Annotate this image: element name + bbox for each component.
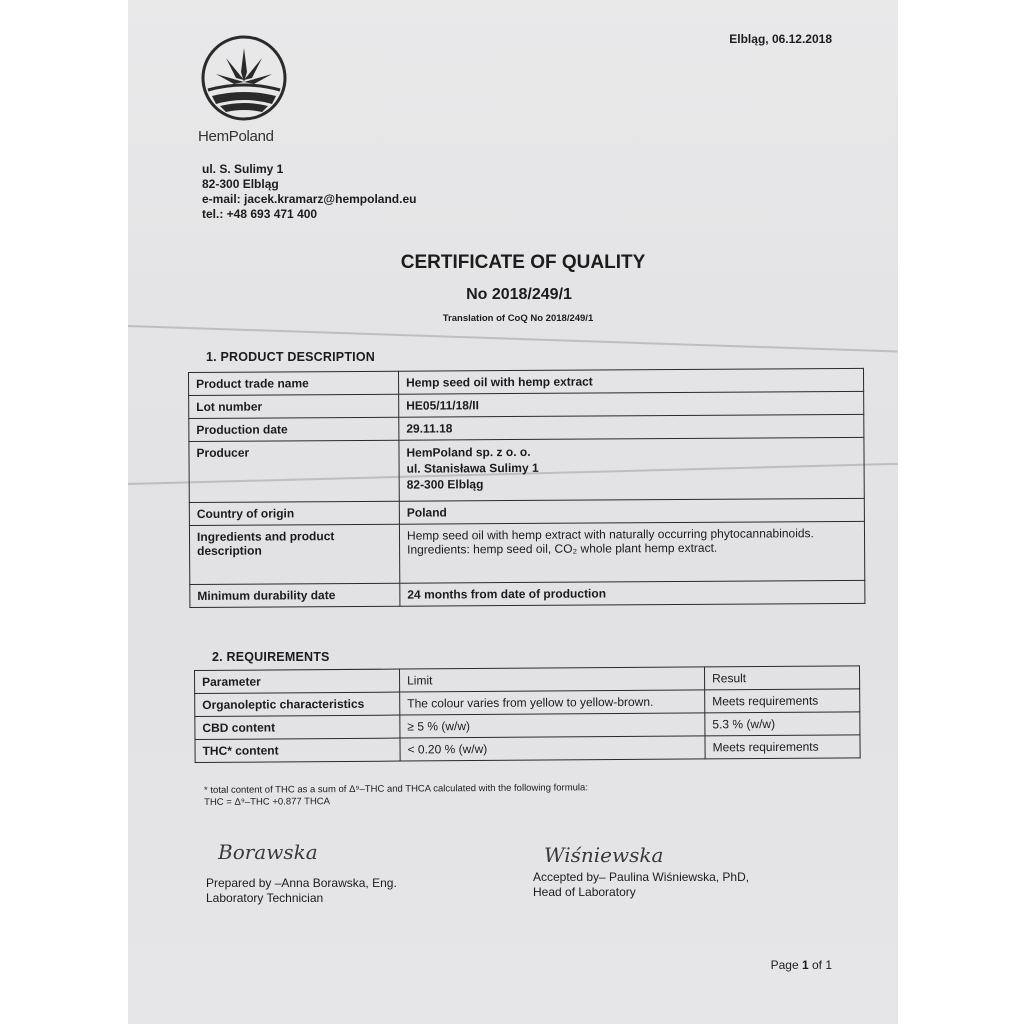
document-date: Elbląg, 06.12.2018 (729, 32, 832, 46)
result-cell: 5.3 % (w/w) (705, 712, 860, 736)
accepted-by-name: Accepted by– Paulina Wiśniewska, PhD, (533, 870, 750, 884)
row-label: Production date (189, 417, 399, 441)
page-current: 1 (801, 958, 809, 972)
row-label: Product trade name (189, 371, 399, 395)
row-value: Hemp seed oil with hemp extract (398, 368, 863, 394)
row-value: 29.11.18 (399, 414, 864, 440)
column-header-parameter: Parameter (195, 669, 400, 693)
row-value (399, 521, 864, 583)
product-description-table (188, 368, 865, 608)
translation-note: Translation of CoQ No 2018/249/1 (442, 313, 594, 324)
accepted-signature (544, 843, 663, 867)
prepared-by-block (206, 876, 397, 906)
brand-name: HemPoland (198, 128, 274, 145)
section-heading-requirements: 2. REQUIREMENTS (212, 650, 330, 664)
prepared-by-role: Laboratory Technician (206, 891, 324, 905)
table-row (189, 521, 864, 584)
column-header-limit: Limit (399, 667, 704, 692)
accepted-by-block (533, 870, 749, 900)
address-city: 82-300 Elbląg (202, 177, 279, 191)
row-label: Producer (189, 440, 399, 502)
hemp-leaf-field-icon (200, 34, 288, 122)
row-value: Poland (399, 498, 864, 524)
limit-cell: The colour varies from yellow to yellow-brown. (400, 690, 705, 715)
result-cell: Meets requirements (705, 735, 860, 759)
page-suffix: of 1 (808, 958, 832, 972)
producer-name: HemPoland sp. z o. o. (406, 444, 531, 460)
company-address (202, 162, 416, 222)
accepted-by-role: Head of Laboratory (533, 885, 636, 899)
page-number (771, 958, 832, 972)
row-value (399, 437, 864, 501)
paper-fold-line (128, 325, 898, 353)
prepared-by-name: Prepared by –Anna Borawska, Eng. (206, 876, 397, 890)
section-heading-product: 1. PRODUCT DESCRIPTION (206, 350, 375, 364)
producer-city: 82-300 Elbląg (406, 477, 484, 492)
footnote-line: * total content of THC as a sum of Δ⁹–THC and THCA calculated with the following formula: (204, 782, 588, 796)
certificate-page (128, 0, 898, 1024)
row-label: Minimum durability date (190, 583, 400, 607)
footnote-formula: THC = Δ⁹–THC +0.877 THCA (204, 796, 331, 808)
column-header-result: Result (704, 666, 859, 690)
row-label: Country of origin (189, 501, 399, 525)
prepared-signature (218, 840, 318, 864)
row-label: Lot number (189, 394, 399, 418)
requirements-table (194, 665, 861, 763)
address-phone: tel.: +48 693 471 400 (202, 207, 318, 221)
parameter-cell: CBD content (195, 715, 400, 739)
limit-cell: < 0.20 % (w/w) (400, 736, 705, 761)
handwritten-signature: Borawska (218, 840, 318, 864)
ingredients-description: Hemp seed oil with hemp extract with naturally occurring phytocannabinoids. (406, 526, 814, 543)
handwritten-signature: Wiśniewska (544, 843, 664, 867)
parameter-cell: THC* content (195, 738, 400, 762)
page-prefix: Page (770, 958, 802, 972)
limit-cell: ≥ 5 % (w/w) (400, 713, 705, 738)
row-value: HE05/11/18/II (399, 391, 864, 417)
producer-street: ul. Stanisława Sulimy 1 (406, 460, 539, 476)
table-row (190, 580, 865, 607)
table-row (195, 735, 860, 763)
address-street: ul. S. Sulimy 1 (202, 162, 284, 176)
ingredients-list: Ingredients: hemp seed oil, CO₂ whole plant hemp extract. (407, 540, 718, 557)
address-email: e-mail: jacek.kramarz@hempoland.eu (202, 192, 417, 206)
document-title: CERTIFICATE OF QUALITY (400, 252, 646, 273)
table-row (189, 437, 864, 502)
thc-footnote (204, 782, 588, 809)
parameter-cell: Organoleptic characteristics (195, 692, 400, 716)
certificate-number: No 2018/249/1 (466, 286, 572, 303)
result-cell: Meets requirements (705, 689, 860, 713)
row-value: 24 months from date of production (400, 580, 865, 606)
row-label: Ingredients and product description (189, 524, 399, 584)
